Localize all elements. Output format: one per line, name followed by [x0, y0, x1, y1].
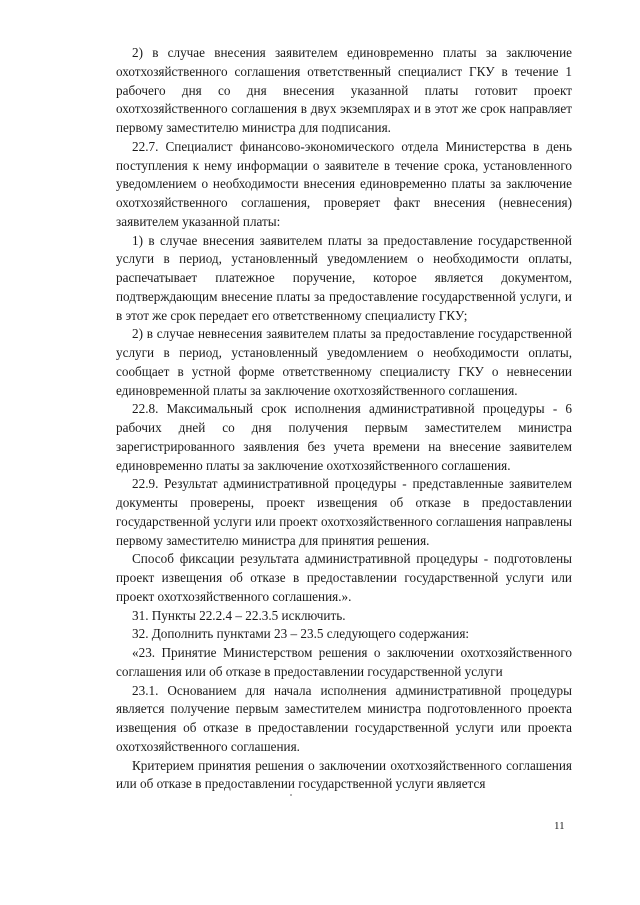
paragraph-31: 31. Пункты 22.2.4 – 22.3.5 исключить. [132, 607, 346, 623]
paragraph-decision-criterion: Критерием принятия решения о заключении охотхозяйственного соглашения или об отказе в предоставлении государственной услуги является [116, 757, 572, 792]
scan-speck [290, 794, 292, 796]
paragraph-23-1: 23.1. Основанием для начала исполнения административной процедуры является получение первым заместителем министра подготовленного проекта извещения об отказе в предоставлении государственной услуги или проекта охотхозяйственного соглашения. [116, 682, 572, 754]
document-body [116, 44, 572, 794]
paragraph-22-7: 22.7. Специалист финансово-экономического отдела Министерства в день поступления к нему информации о заявителе в течение срока, установленного уведомлением о необходимости внесения единовременно платы за заключение охотхозяйственного соглашения, проверяет факт внесения (невнесения) заявителем указанной платы: [116, 138, 572, 229]
paragraph-23-heading: «23. Принятие Министерством решения о заключении охотхозяйственного соглашения или об отказе в предоставлении государственной услуги [116, 645, 572, 679]
paragraph-32: 32. Дополнить пунктами 23 – 23.5 следующего содержания: [132, 626, 470, 642]
paragraph-22-7-item-1: 1) в случае внесения заявителем платы за предоставление государственной услуги в период, установленный уведомлением о необходимости оплаты, распечатывает платежное поручение, которое является документом, подтверждающим внесение платы за предоставление государственной услуги, и в этот же срок передает его ответственному специалисту ГКУ; [116, 232, 572, 323]
paragraph-fixation-method: Способ фиксации результата административной процедуры - подготовлены проект извещения об отказе в предоставлении государственной услуги или проект охотхозяйственного соглашения.». [116, 551, 572, 604]
paragraph-item-2-case-payment: 2) в случае внесения заявителем единовременно платы за заключение охотхозяйственного соглашения ответственный специалист ГКУ в течение 1 рабочего дня со дня внесения указанной платы готовит проект охотхозяйственного соглашения в двух экземплярах и в этот же срок направляет первому заместителю министра для подписания. [116, 45, 572, 135]
page-number: 11 [554, 820, 565, 832]
paragraph-22-7-item-2: 2) в случае невнесения заявителем платы за предоставление государственной услуги в период, установленный уведомлением о необходимости оплаты, сообщает в устной форме ответственному специалисту ГКУ о невнесении единовременной платы за заключение охотхозяйственного соглашения. [116, 326, 572, 398]
paragraph-22-9: 22.9. Результат административной процедуры - представленные заявителем документы проверены, проект извещения об отказе в предоставлении государственной услуги или проект охотхозяйственного соглашения направлены первому заместителю министра для принятия решения. [116, 476, 572, 548]
paragraph-22-8: 22.8. Максимальный срок исполнения административной процедуры - 6 рабочих дней со дня получения первым заместителем министра зарегистрированного заявления без учета времени на внесение заявителем единовременно платы за заключение охотхозяйственного соглашения. [116, 401, 572, 473]
